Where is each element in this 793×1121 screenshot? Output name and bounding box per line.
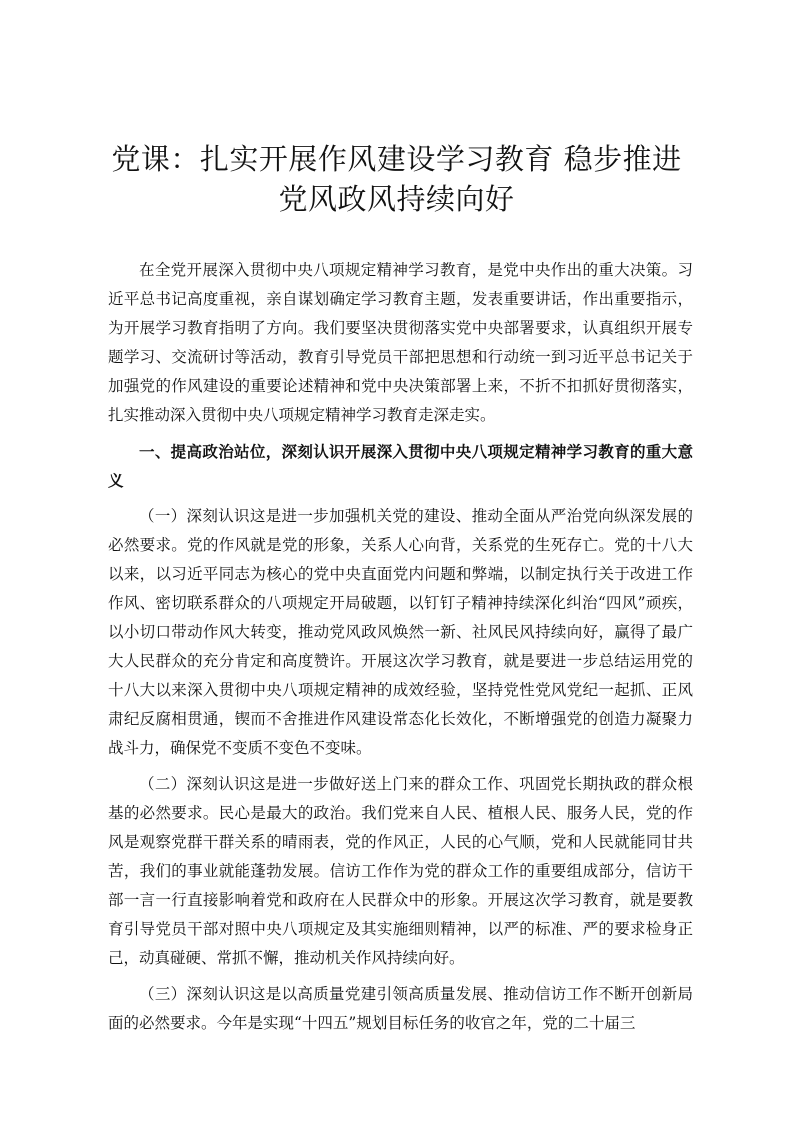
document-title-line-2: 党风政风持续向好 xyxy=(278,182,515,216)
point-paragraph-3: （三）深刻认识这是以高质量党建引领高质量发展、推动信访工作不断开创新局面的必然要求。今年是实现“十四五”规划目标任务的收官之年，党的二十届三 xyxy=(108,985,693,1032)
document-title-line-1: 党课：扎实开展作风建设学习教育 稳步推进 xyxy=(111,142,682,176)
point-paragraph-2: （二）深刻认识这是进一步做好送上门来的群众工作、巩固党长期执政的群众根基的必然要求。民心是最大的政治。我们党来自人民、植根人民、服务人民，党的作风是观察党群干群关系的晴雨表，党的作风正，人民的心气顺，党和人民就能同甘共苦，我们的事业就能蓬勃发展。信访工作作为党的群众工作的重要组成部分，信访干部一言一行直接影响着党和政府在人民群众中的形象。开展这次学习教育，就是要教育引导党员干部对照中央八项规定及其实施细则精神，以严的标准、严的要求检身正己，动真碰硬、常抓不懈，推动机关作风持续向好。 xyxy=(108,775,693,967)
document-body xyxy=(108,256,693,1045)
section-heading-1: 一、提高政治站位，深刻认识开展深入贯彻中央八项规定精神学习教育的重大意义 xyxy=(108,442,693,490)
intro-paragraph: 在全党开展深入贯彻中央八项规定精神学习教育，是党中央作出的重大决策。习近平总书记高度重视，亲自谋划确定学习教育主题，发表重要讲话，作出重要指示，为开展学习教育指明了方向。我们要坚决贯彻落实党中央部署要求，认真组织开展专题学习、交流研讨等活动，教育引导党员干部把思想和行动统一到习近平总书记关于加强党的作风建设的重要论述精神和党中央决策部署上来，不折不扣抓好贯彻落实，扎实推动深入贯彻中央八项规定精神学习教育走深走实。 xyxy=(108,261,693,424)
point-paragraph-1: （一）深刻认识这是进一步加强机关党的建设、推动全面从严治党向纵深发展的必然要求。党的作风就是党的形象，关系人心向背，关系党的生死存亡。党的十八大以来，以习近平同志为核心的党中央直面党内问题和弊端，以制定执行关于改进工作作风、密切联系群众的八项规定开局破题，以钉钉子精神持续深化纠治“四风”顽疾，以小切口带动作风大转变，推动党风政风焕然一新、社风民风持续向好，赢得了最广大人民群众的充分肯定和高度赞许。开展这次学习教育，就是要进一步总结运用党的十八大以来深入贯彻中央八项规定精神的成效经验，坚持党性党风党纪一起抓、正风肃纪反腐相贯通，锲而不舍推进作风建设常态化长效化，不断增强党的创造力凝聚力战斗力，确保党不变质不变色不变味。 xyxy=(108,507,693,757)
